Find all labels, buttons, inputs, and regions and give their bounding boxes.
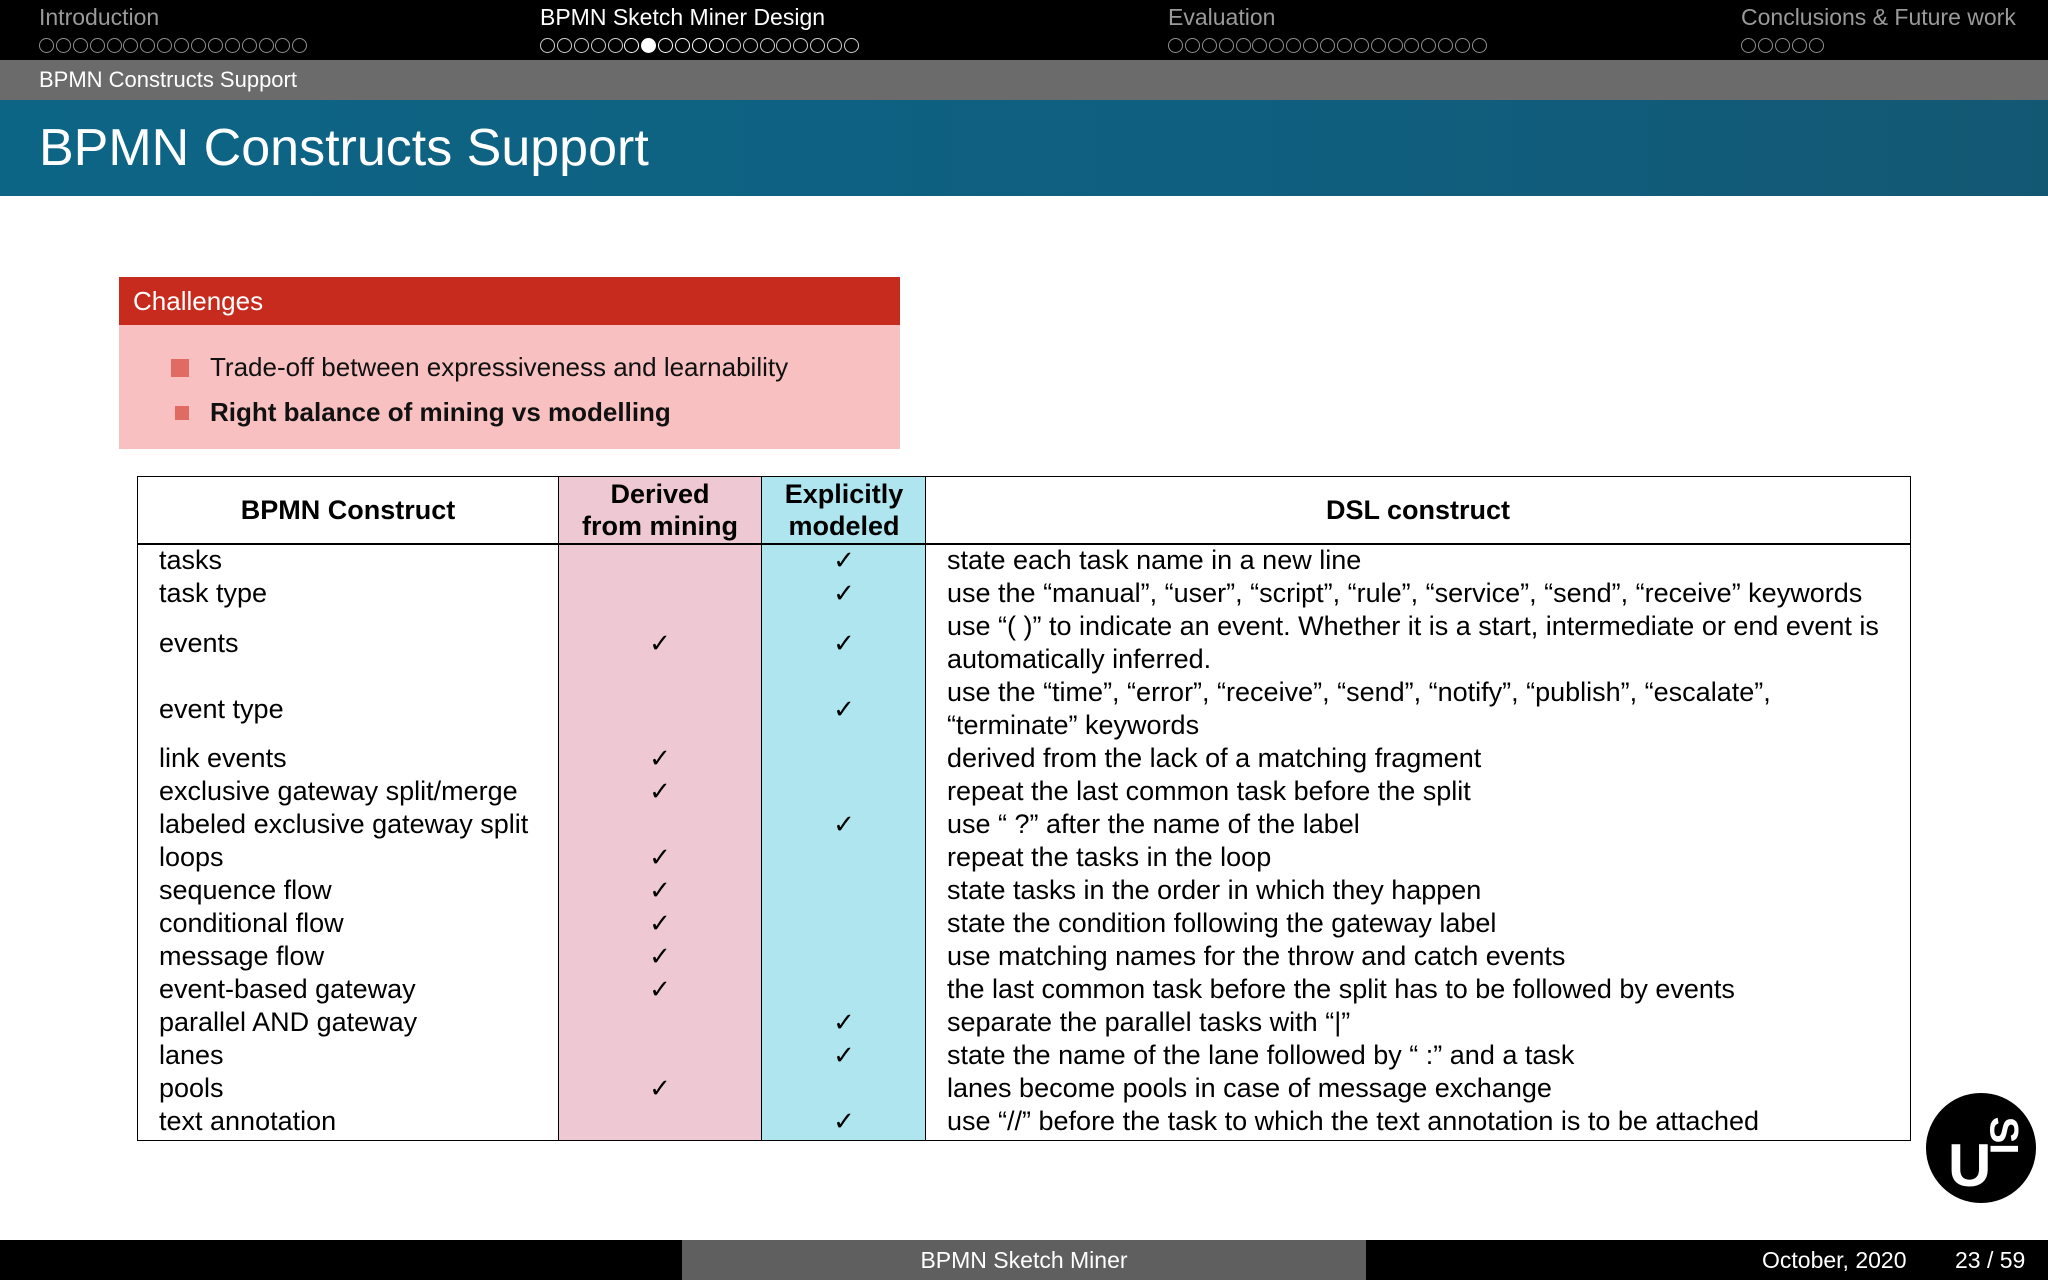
dsl-cell: state the name of the lane followed by “ :” and a task (947, 1040, 1575, 1070)
dsl-cell: use “ ?” after the name of the label (947, 809, 1360, 839)
explicit-check-icon: ✓ (833, 1040, 855, 1070)
table-body (138, 544, 1910, 1138)
usi-logo (1926, 1093, 2036, 1203)
slide-dot[interactable] (1371, 38, 1386, 53)
challenges-block (119, 277, 900, 449)
slide-dot[interactable] (1388, 38, 1403, 53)
derived-check-icon (558, 1006, 762, 1039)
explicit-check-icon (762, 973, 926, 1006)
header-derived-line1: Derived (610, 479, 710, 509)
slide-dot[interactable] (1168, 38, 1183, 53)
nav-section-title[interactable]: BPMN Sketch Miner Design (540, 4, 826, 30)
nav-dots (39, 36, 309, 54)
header-derived (558, 477, 762, 543)
slide-dot[interactable] (140, 38, 155, 53)
footer-date: October, 2020 (1762, 1247, 1907, 1273)
construct-cell: message flow (159, 941, 325, 971)
slide-dot[interactable] (39, 38, 54, 53)
construct-cell: tasks (159, 545, 223, 575)
slide-dot[interactable] (1252, 38, 1267, 53)
dsl-cell: lanes become pools in case of message exchange (947, 1073, 1552, 1103)
slide-dot[interactable] (56, 38, 71, 53)
table-row (138, 940, 1910, 973)
header-explicit-line2: modeled (788, 511, 900, 541)
derived-check-icon: ✓ (649, 974, 671, 1004)
derived-check-icon (558, 1105, 762, 1138)
slide-dot[interactable] (1286, 38, 1301, 53)
header-construct-label: BPMN Construct (240, 495, 456, 525)
explicit-check-icon: ✓ (833, 809, 855, 839)
table-row (138, 742, 1910, 775)
slide-dot[interactable] (242, 38, 257, 53)
header-dsl-label: DSL construct (1325, 495, 1511, 525)
slide-dot[interactable] (1758, 38, 1773, 53)
slide-dot[interactable] (608, 38, 623, 53)
subsection-bar (0, 60, 2048, 100)
slide-dot[interactable] (1202, 38, 1217, 53)
construct-cell: lanes (159, 1040, 224, 1070)
frame-title-bar (0, 100, 2048, 196)
derived-check-icon: ✓ (649, 1073, 671, 1103)
derived-check-icon (558, 808, 762, 841)
slide-dot[interactable] (275, 38, 290, 53)
footer-title: BPMN Sketch Miner (682, 1240, 1366, 1280)
slide-dot[interactable] (540, 38, 555, 53)
construct-cell: loops (159, 842, 224, 872)
dsl-cell: use matching names for the throw and catch events (947, 941, 1566, 971)
slide-dot[interactable] (793, 38, 808, 53)
dsl-cell: state the condition following the gateway label (947, 908, 1497, 938)
slide-dot[interactable] (1438, 38, 1453, 53)
nav-section-design[interactable] (540, 4, 861, 54)
slide-dot[interactable] (624, 38, 639, 53)
explicit-check-icon: ✓ (833, 1007, 855, 1037)
explicit-check-icon (762, 874, 926, 907)
derived-check-icon: ✓ (649, 875, 671, 905)
challenge-item (171, 390, 900, 435)
construct-cell: link events (159, 743, 287, 773)
slide-dot[interactable] (292, 38, 307, 53)
square-bullet-icon (171, 359, 189, 377)
table-row (138, 874, 1910, 907)
slide-dot[interactable] (73, 38, 88, 53)
challenge-text: Right balance of mining vs modelling (210, 397, 671, 427)
challenge-text: Trade-off between expressiveness and learnability (210, 352, 789, 382)
slide-dot[interactable] (107, 38, 122, 53)
slide-dot[interactable] (157, 38, 172, 53)
slide-dot[interactable] (574, 38, 589, 53)
explicit-check-icon: ✓ (833, 1106, 855, 1136)
logo-letter-u: U (1948, 1132, 1992, 1199)
nav-dots (1168, 36, 1489, 54)
construct-cell: parallel AND gateway (159, 1007, 418, 1037)
construct-cell: text annotation (159, 1106, 337, 1136)
derived-check-icon (558, 676, 762, 742)
nav-section-title[interactable]: Evaluation (1168, 4, 1276, 30)
slide-dot[interactable] (191, 38, 206, 53)
slide-dot[interactable] (743, 38, 758, 53)
challenges-body (119, 325, 900, 449)
table-row (138, 544, 1910, 577)
slide-dot[interactable] (123, 38, 138, 53)
footer-bar (0, 1240, 2048, 1280)
derived-check-icon: ✓ (649, 627, 671, 658)
table-row (138, 1072, 1910, 1105)
dsl-cell: use “( )” to indicate an event. Whether it is a start, intermediate or end event is automatically inferred. (947, 611, 1879, 674)
header-derived-line2: from mining (582, 511, 738, 541)
table-row (138, 577, 1910, 610)
explicit-check-icon (762, 907, 926, 940)
slide-dot[interactable] (1354, 38, 1369, 53)
table-row (138, 973, 1910, 1006)
construct-cell: labeled exclusive gateway split (159, 809, 529, 839)
slide-dot[interactable] (591, 38, 606, 53)
slide-dot[interactable] (675, 38, 690, 53)
table-row (138, 610, 1910, 676)
slide-dot[interactable] (174, 38, 189, 53)
header-explicit (762, 477, 926, 543)
slide-dot[interactable] (1320, 38, 1335, 53)
explicit-check-icon: ✓ (833, 627, 855, 658)
slide-dot[interactable] (827, 38, 842, 53)
slide-dot[interactable] (726, 38, 741, 53)
explicit-check-icon (762, 775, 926, 808)
slide-dot[interactable] (1792, 38, 1807, 53)
derived-check-icon (558, 577, 762, 610)
slide-dot[interactable] (1219, 38, 1234, 53)
nav-section-introduction[interactable] (39, 4, 309, 54)
slide-dot[interactable] (225, 38, 240, 53)
subsection-title: BPMN Constructs Support (39, 67, 297, 92)
slide-dot[interactable] (1185, 38, 1200, 53)
slide-dot[interactable] (1269, 38, 1284, 53)
slide-dot[interactable] (692, 38, 707, 53)
slide-dot[interactable] (1421, 38, 1436, 53)
slide-dot[interactable] (90, 38, 105, 53)
construct-cell: exclusive gateway split/merge (159, 776, 518, 806)
construct-cell: task type (159, 578, 268, 608)
construct-cell: event type (159, 693, 284, 724)
explicit-check-icon: ✓ (833, 578, 855, 608)
nav-section-title[interactable]: Conclusions & Future work (1741, 4, 2016, 30)
derived-check-icon: ✓ (649, 743, 671, 773)
slide-dot[interactable] (1472, 38, 1487, 53)
challenge-item (171, 345, 900, 390)
dsl-cell: derived from the lack of a matching fragment (947, 743, 1482, 773)
explicit-check-icon (762, 841, 926, 874)
slide-dot[interactable] (1303, 38, 1318, 53)
logo-letters-si: SI (1981, 1116, 2026, 1155)
slide-dot[interactable] (1809, 38, 1824, 53)
slide-dot[interactable] (208, 38, 223, 53)
slide-dot[interactable] (658, 38, 673, 53)
dsl-cell: use the “manual”, “user”, “script”, “rule”, “service”, “send”, “receive” keywords (947, 578, 1863, 608)
nav-section-conclusions[interactable] (1741, 4, 2016, 54)
nav-dots (540, 36, 861, 54)
section-navigation (0, 0, 2048, 60)
slide-dot[interactable] (844, 38, 859, 53)
challenges-title: Challenges (119, 277, 900, 325)
construct-cell: conditional flow (159, 908, 344, 938)
slide-dot[interactable] (1404, 38, 1419, 53)
table-row (138, 676, 1910, 742)
dsl-cell: repeat the last common task before the split (947, 776, 1471, 806)
slide-dot[interactable] (557, 38, 572, 53)
header-explicit-line1: Explicitly (784, 479, 904, 509)
construct-cell: events (159, 627, 239, 658)
slide-dot[interactable] (1455, 38, 1470, 53)
dsl-cell: state tasks in the order in which they happen (947, 875, 1482, 905)
table-row (138, 1039, 1910, 1072)
derived-check-icon (558, 1039, 762, 1072)
slide-dot[interactable] (810, 38, 825, 53)
table-row (138, 808, 1910, 841)
slide-dot[interactable] (1236, 38, 1251, 53)
construct-cell: event-based gateway (159, 974, 416, 1004)
construct-cell: sequence flow (159, 875, 332, 905)
explicit-check-icon (762, 1072, 926, 1105)
slide-dot[interactable] (709, 38, 724, 53)
header-dsl (926, 477, 1910, 543)
constructs-table (137, 476, 1911, 1141)
nav-section-evaluation[interactable] (1168, 4, 1489, 54)
page-number: 23 / 59 (1955, 1247, 2026, 1273)
table-row (138, 775, 1910, 808)
construct-cell: pools (159, 1073, 224, 1103)
slide-dot[interactable] (1775, 38, 1790, 53)
slide-dot[interactable] (259, 38, 274, 53)
slide-dot[interactable] (1741, 38, 1756, 53)
frame-title: BPMN Constructs Support (39, 119, 649, 177)
current-slide-dot[interactable] (641, 38, 656, 53)
dsl-cell: state each task name in a new line (947, 545, 1362, 575)
square-bullet-icon (175, 406, 189, 420)
dsl-cell: separate the parallel tasks with “|” (947, 1007, 1351, 1037)
table-row (138, 1006, 1910, 1039)
explicit-check-icon (762, 742, 926, 775)
explicit-check-icon: ✓ (833, 693, 855, 724)
explicit-check-icon (762, 940, 926, 973)
dsl-cell: the last common task before the split has to be followed by events (947, 974, 1735, 1004)
derived-check-icon: ✓ (649, 842, 671, 872)
nav-section-title[interactable]: Introduction (39, 4, 160, 30)
slide-dot[interactable] (760, 38, 775, 53)
table-row (138, 1105, 1910, 1138)
slide-dot[interactable] (776, 38, 791, 53)
table-row (138, 907, 1910, 940)
derived-check-icon: ✓ (649, 941, 671, 971)
slide-dot[interactable] (1337, 38, 1352, 53)
header-construct (138, 477, 558, 543)
derived-check-icon: ✓ (649, 908, 671, 938)
derived-check-icon: ✓ (649, 776, 671, 806)
table-row (138, 841, 1910, 874)
dsl-cell: use “//” before the task to which the text annotation is to be attached (947, 1106, 1759, 1136)
derived-check-icon (558, 544, 762, 577)
explicit-check-icon: ✓ (833, 545, 855, 575)
dsl-cell: repeat the tasks in the loop (947, 842, 1272, 872)
nav-dots (1741, 36, 2016, 54)
dsl-cell: use the “time”, “error”, “receive”, “send”, “notify”, “publish”, “escalate”, “terminate” keywords (947, 677, 1771, 740)
